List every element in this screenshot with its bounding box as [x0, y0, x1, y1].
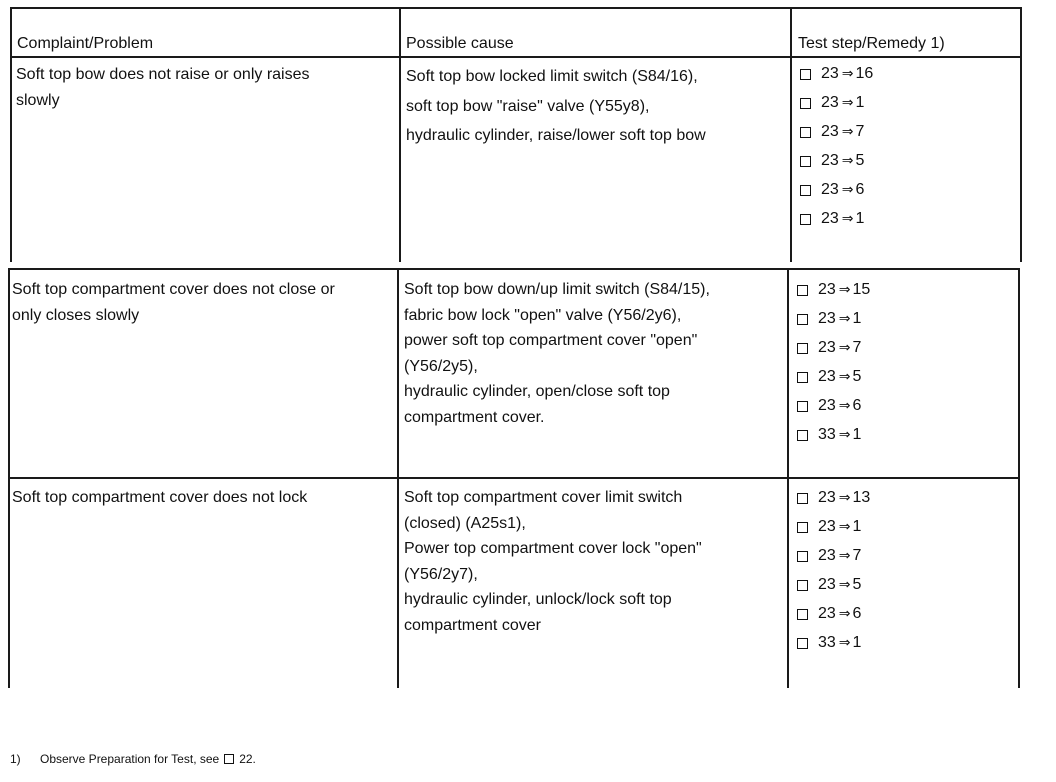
- checkbox-icon: [800, 185, 811, 196]
- arrow-right-icon: ⇒: [838, 369, 851, 385]
- checkbox-icon: [800, 127, 811, 138]
- arrow-right-icon: ⇒: [838, 519, 851, 535]
- test-step-link[interactable]: 23 ⇒ 6: [797, 604, 861, 624]
- row1-bottom-border: [8, 268, 1020, 270]
- row3-cause: Soft top compartment cover limit switch (closed) (A25s1), Power top compartment cover lock "open" (Y56/2y7), hydraulic cylinder, unlock/lock soft top compartment cover: [404, 489, 702, 634]
- checkbox-icon: [797, 493, 808, 504]
- arrow-right-icon: ⇒: [838, 398, 851, 414]
- table-top-border: [10, 7, 1022, 9]
- row2-cause: Soft top bow down/up limit switch (S84/15), fabric bow lock "open" valve (Y56/2y6), power soft top compartment cover "open" (Y56/2y5), hydraulic cylinder, open/close soft top compartment cover.: [404, 281, 710, 426]
- header-cause: Possible cause: [406, 35, 514, 52]
- row2-complaint: Soft top compartment cover does not close or only closes slowly: [12, 281, 335, 324]
- checkbox-icon: [800, 98, 811, 109]
- row2-bottom-border: [8, 477, 1020, 479]
- test-step-link[interactable]: 23 ⇒ 1: [800, 93, 864, 113]
- header-remedy: Test step/Remedy 1): [798, 35, 945, 52]
- checkbox-icon: [797, 372, 808, 383]
- test-step-link[interactable]: 23 ⇒ 5: [797, 575, 861, 595]
- checkbox-icon: [797, 551, 808, 562]
- arrow-right-icon: ⇒: [838, 548, 851, 564]
- checkbox-icon: [224, 754, 234, 764]
- arrow-right-icon: ⇒: [838, 606, 851, 622]
- checkbox-icon: [797, 401, 808, 412]
- arrow-right-icon: ⇒: [841, 153, 854, 169]
- table-left-border-top: [10, 7, 12, 262]
- arrow-right-icon: ⇒: [838, 340, 851, 356]
- footnote-ref[interactable]: 22.: [239, 752, 256, 766]
- arrow-right-icon: ⇒: [838, 635, 851, 651]
- arrow-right-icon: ⇒: [838, 577, 851, 593]
- col-divider-1-bottom: [397, 268, 399, 688]
- test-step-link[interactable]: 33 ⇒ 1: [797, 633, 861, 653]
- table-left-border-bottom: [8, 268, 10, 688]
- col-divider-1-top: [399, 7, 401, 262]
- arrow-right-icon: ⇒: [838, 490, 851, 506]
- checkbox-icon: [797, 285, 808, 296]
- checkbox-icon: [800, 214, 811, 225]
- arrow-right-icon: ⇒: [838, 282, 851, 298]
- test-step-link[interactable]: 23 ⇒ 5: [797, 367, 861, 387]
- header-separator: [10, 56, 1022, 58]
- table-right-border-top: [1020, 7, 1022, 262]
- test-step-link[interactable]: 23 ⇒ 7: [800, 122, 864, 142]
- test-step-link[interactable]: 23 ⇒ 1: [797, 517, 861, 537]
- checkbox-icon: [800, 156, 811, 167]
- row3-complaint: Soft top compartment cover does not lock: [12, 489, 308, 506]
- arrow-right-icon: ⇒: [841, 124, 854, 140]
- test-step-link[interactable]: 23 ⇒ 5: [800, 151, 864, 171]
- checkbox-icon: [797, 638, 808, 649]
- test-step-link[interactable]: 23 ⇒ 15: [797, 280, 870, 300]
- checkbox-icon: [797, 580, 808, 591]
- checkbox-icon: [797, 522, 808, 533]
- test-step-link[interactable]: 23 ⇒ 6: [800, 180, 864, 200]
- checkbox-icon: [797, 314, 808, 325]
- arrow-right-icon: ⇒: [838, 311, 851, 327]
- arrow-right-icon: ⇒: [841, 211, 854, 227]
- test-step-link[interactable]: 23 ⇒ 1: [800, 209, 864, 229]
- arrow-right-icon: ⇒: [841, 95, 854, 111]
- checkbox-icon: [800, 69, 811, 80]
- checkbox-icon: [797, 609, 808, 620]
- test-step-link[interactable]: 23 ⇒ 16: [800, 64, 873, 84]
- footnote: [10, 752, 256, 766]
- test-step-link[interactable]: 23 ⇒ 6: [797, 396, 861, 416]
- checkbox-icon: [797, 343, 808, 354]
- col-divider-2-top: [790, 7, 792, 262]
- test-step-link[interactable]: 33 ⇒ 1: [797, 425, 861, 445]
- test-step-link[interactable]: 23 ⇒ 1: [797, 309, 861, 329]
- footnote-text: Observe Preparation for Test, see: [40, 752, 220, 766]
- arrow-right-icon: ⇒: [841, 182, 854, 198]
- header-complaint: Complaint/Problem: [17, 35, 154, 52]
- col-divider-2-bottom: [787, 268, 789, 688]
- table-right-border-bottom: [1018, 268, 1020, 688]
- test-step-link[interactable]: 23 ⇒ 7: [797, 546, 861, 566]
- arrow-right-icon: ⇒: [838, 427, 851, 443]
- footnote-mark: 1): [10, 752, 21, 766]
- row1-complaint: Soft top bow does not raise or only raises slowly: [16, 66, 310, 109]
- test-step-link[interactable]: 23 ⇒ 13: [797, 488, 870, 508]
- test-step-link[interactable]: 23 ⇒ 7: [797, 338, 861, 358]
- arrow-right-icon: ⇒: [841, 66, 854, 82]
- checkbox-icon: [797, 430, 808, 441]
- row1-cause: Soft top bow locked limit switch (S84/16), soft top bow "raise" valve (Y55y8), hydraulic cylinder, raise/lower soft top bow: [406, 68, 706, 144]
